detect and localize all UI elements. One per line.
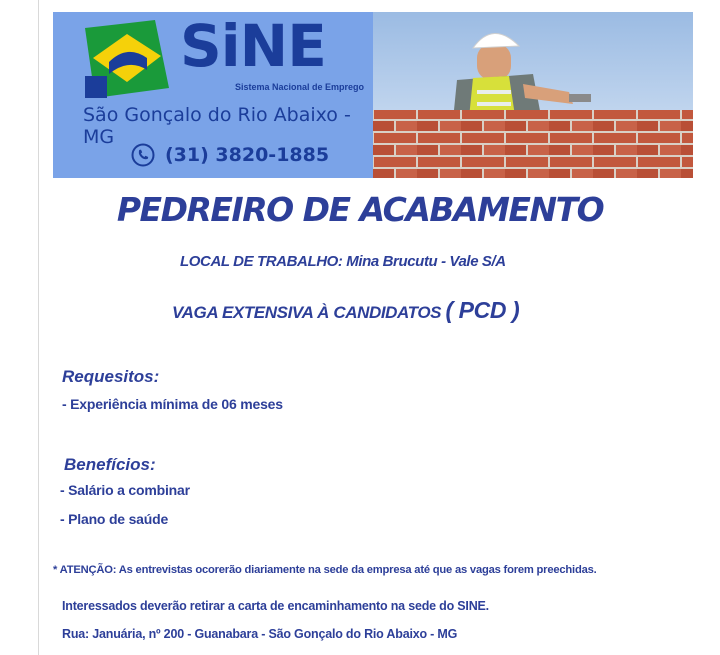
atencao-note: * ATENÇÃO: As entrevistas ocorerão diariamente na sede da empresa até que as vagas forem preechidas. [53, 564, 597, 576]
beneficio-item: - Plano de saúde [60, 511, 169, 527]
work-location: LOCAL DE TRABALHO: Mina Brucutu - Vale S/A [180, 253, 506, 270]
sine-banner [53, 12, 693, 178]
logo-panel [53, 12, 373, 178]
brand-name: SiNE [180, 12, 326, 80]
job-title: PEDREIRO DE ACABAMENTO [116, 190, 604, 229]
pcd-notice [172, 297, 519, 324]
beneficios-heading: Benefícios: [64, 455, 156, 474]
pcd-label: ( PCD ) [445, 297, 520, 323]
city-name: São Gonçalo do Rio Abaixo - MG [83, 104, 351, 148]
pcd-notice-text: VAGA EXTENSIVA À CANDIDATOS [172, 303, 442, 322]
brand-subtitle: Sistema Nacional de Emprego [235, 82, 365, 92]
bricklayer-photo [373, 12, 693, 178]
requisitos-heading: Requesitos: [62, 367, 160, 386]
page-left-rule [38, 0, 39, 655]
address-line: Rua: Januária, nº 200 - Guanabara - São Gonçalo do Rio Abaixo - MG [62, 627, 458, 641]
phone-icon [131, 143, 155, 167]
phone-number: (31) 3820-1885 [165, 144, 330, 166]
brazil-flag-logo [85, 18, 169, 98]
interessados-line: Interessados deverão retirar a carta de encaminhamento na sede do SINE. [62, 599, 489, 613]
phone-row [131, 142, 329, 168]
beneficio-item: - Salário a combinar [60, 482, 190, 498]
requisito-item: - Experiência mínima de 06 meses [62, 396, 283, 412]
